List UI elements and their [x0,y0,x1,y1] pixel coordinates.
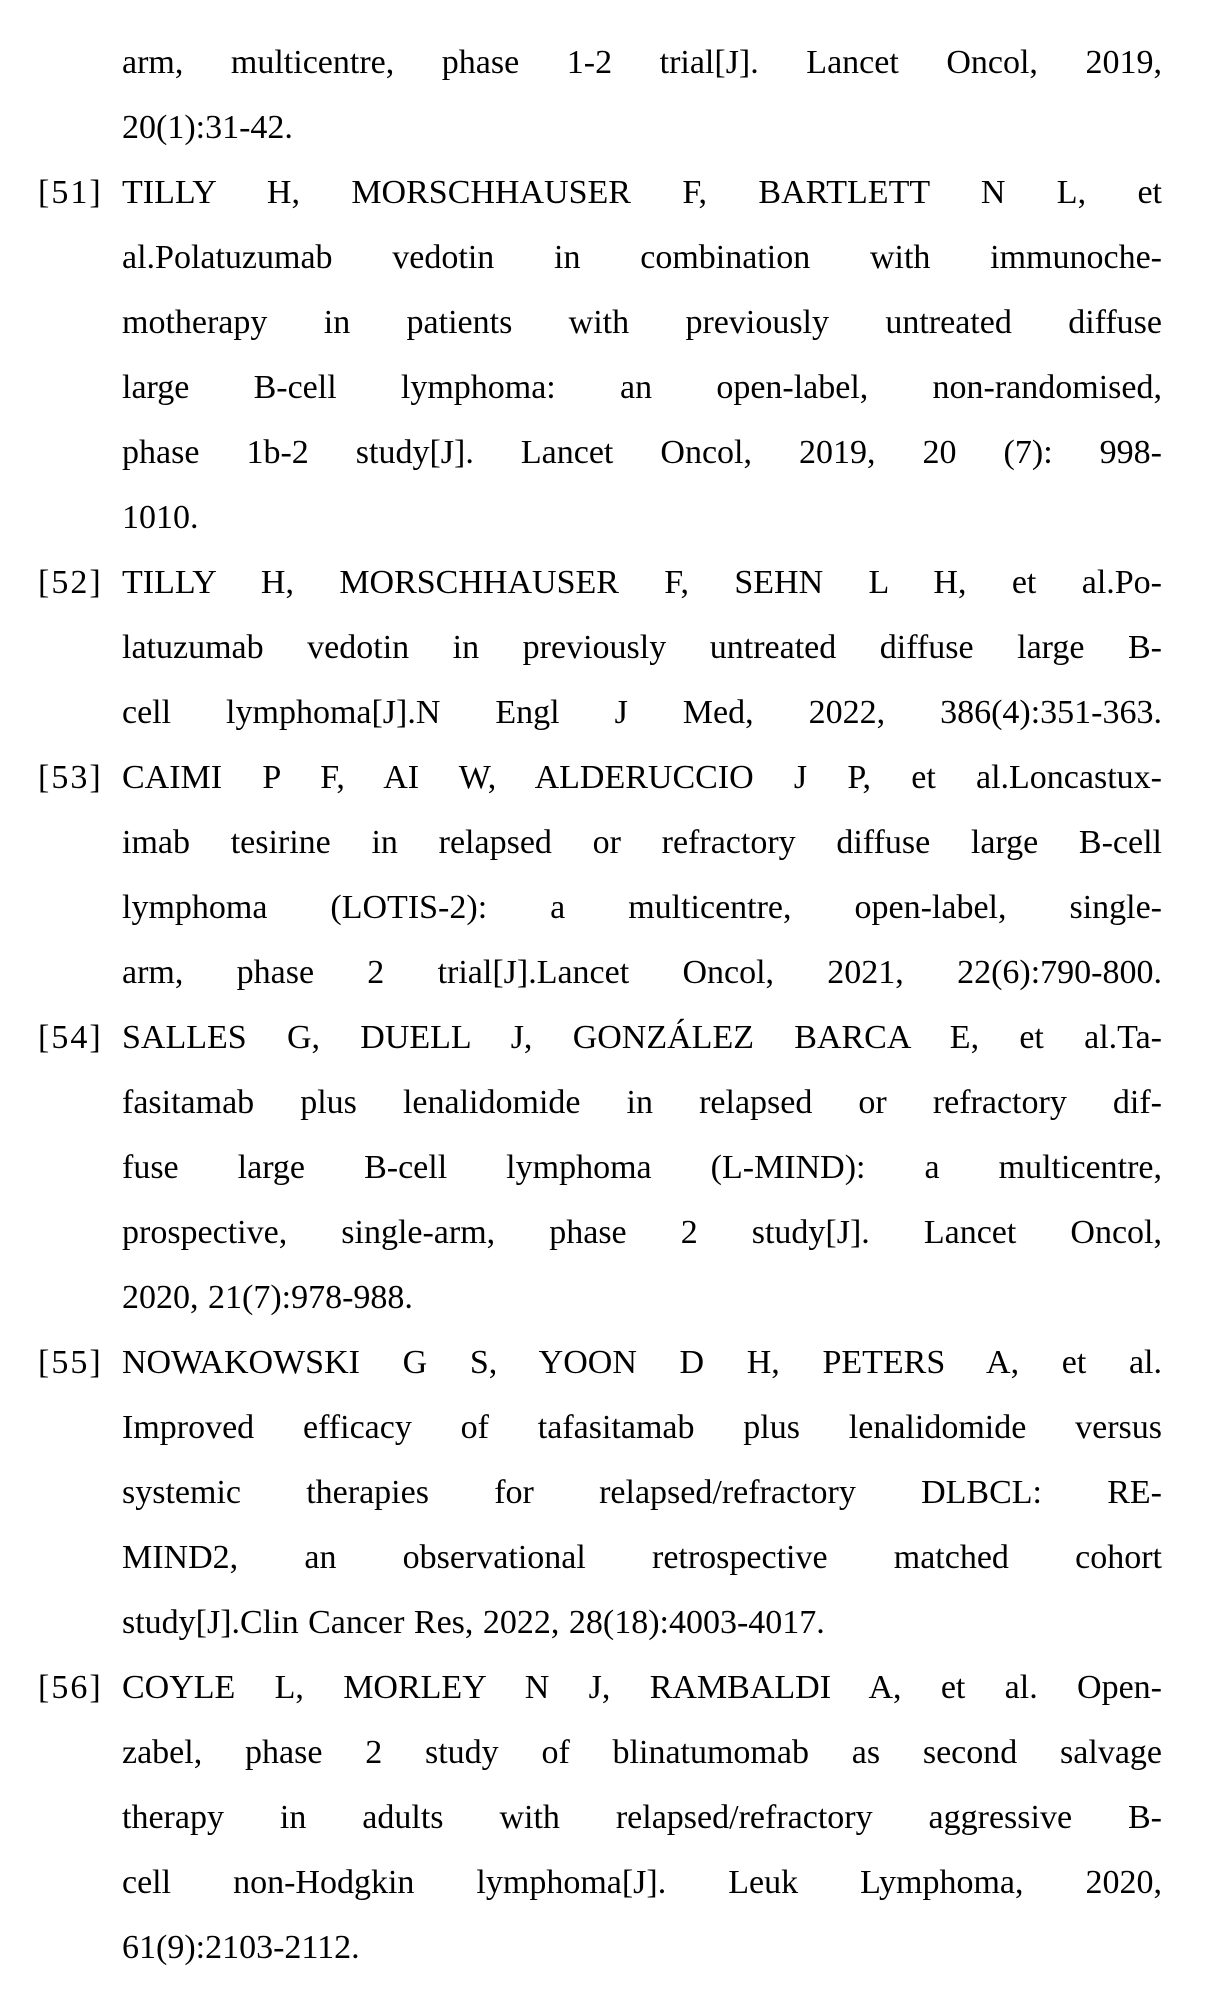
reference-line: al.Polatuzumab vedotin in combination with immunoche- [122,239,1162,276]
reference-line: 20(1):31-42. [122,109,293,146]
reference-line: TILLY H, MORSCHHAUSER F, BARTLETT N L, et [122,174,1162,211]
reference-line: cell non-Hodgkin lymphoma[J]. Leuk Lymphoma, 2020, [122,1864,1162,1901]
reference-marker: [51] [38,174,103,211]
reference-line: prospective, single-arm, phase 2 study[J]. Lancet Oncol, [122,1214,1162,1251]
reference-item [122,30,1162,160]
reference-line: lymphoma (LOTIS-2): a multicentre, open-label, single- [122,889,1162,926]
reference-line: COYLE L, MORLEY N J, RAMBALDI A, et al. Open- [122,1669,1162,1706]
reference-line: 2020, 21(7):978-988. [122,1279,413,1316]
reference-line: fasitamab plus lenalidomide in relapsed or refractory dif- [122,1084,1162,1121]
reference-line: fuse large B-cell lymphoma (L-MIND): a multicentre, [122,1149,1162,1186]
reference-line: zabel, phase 2 study of blinatumomab as second salvage [122,1734,1162,1771]
reference-item [38,160,1162,550]
reference-marker: [56] [38,1669,103,1706]
reference-line: 61(9):2103-2112. [122,1929,360,1966]
reference-line: 1010. [122,499,199,536]
reference-line: latuzumab vedotin in previously untreated diffuse large B- [122,629,1162,666]
reference-line: motherapy in patients with previously untreated diffuse [122,304,1162,341]
reference-item [38,1330,1162,1655]
reference-line: arm, multicentre, phase 1-2 trial[J]. Lancet Oncol, 2019, [122,44,1162,81]
reference-marker: [53] [38,759,103,796]
reference-line: SALLES G, DUELL J, GONZÁLEZ BARCA E, et al.Ta- [122,1019,1162,1056]
reference-line: MIND2, an observational retrospective matched cohort [122,1539,1162,1576]
reference-marker: [55] [38,1344,103,1381]
reference-line: CAIMI P F, AI W, ALDERUCCIO J P, et al.Loncastux- [122,759,1162,796]
reference-line: large B-cell lymphoma: an open-label, non-randomised, [122,369,1162,406]
reference-line: imab tesirine in relapsed or refractory diffuse large B-cell [122,824,1162,861]
reference-item [38,550,1162,745]
reference-item [38,1655,1162,1980]
reference-line: Improved efficacy of tafasitamab plus lenalidomide versus [122,1409,1162,1446]
reference-line: systemic therapies for relapsed/refractory DLBCL: RE- [122,1474,1162,1511]
reference-line: therapy in adults with relapsed/refractory aggressive B- [122,1799,1162,1836]
reference-line: study[J].Clin Cancer Res, 2022, 28(18):4003-4017. [122,1604,825,1641]
reference-line: TILLY H, MORSCHHAUSER F, SEHN L H, et al.Po- [122,564,1162,601]
reference-marker: [54] [38,1019,103,1056]
reference-line: phase 1b-2 study[J]. Lancet Oncol, 2019, 20 (7): 998- [122,434,1162,471]
reference-marker: [52] [38,564,103,601]
reference-line: NOWAKOWSKI G S, YOON D H, PETERS A, et al. [122,1344,1162,1381]
reference-line: cell lymphoma[J].N Engl J Med, 2022, 386(4):351-363. [122,694,1162,731]
reference-line: arm, phase 2 trial[J].Lancet Oncol, 2021, 22(6):790-800. [122,954,1162,991]
reference-item [38,1005,1162,1330]
reference-item [38,745,1162,1005]
